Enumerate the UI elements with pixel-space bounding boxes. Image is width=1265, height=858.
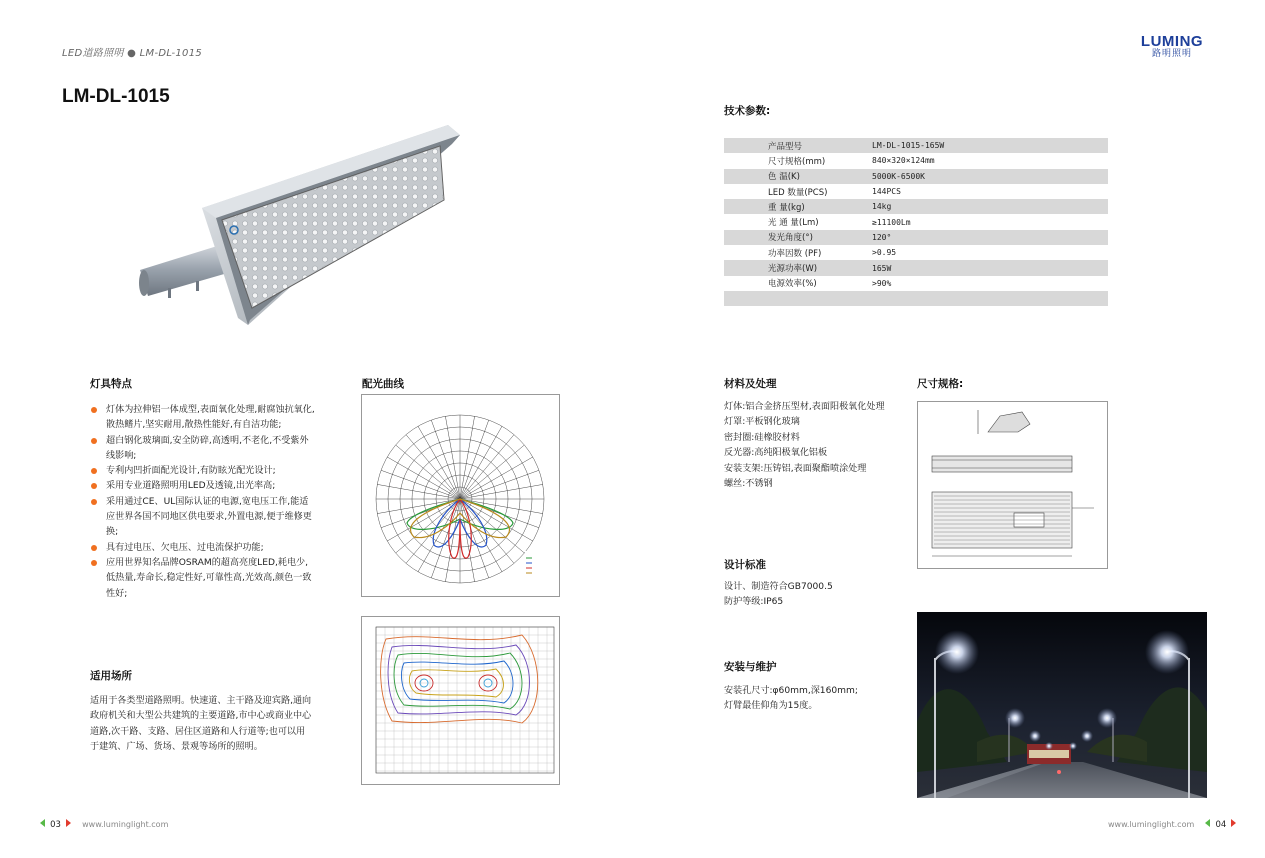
polar-chart-svg xyxy=(362,395,559,596)
prev-page-arrow-icon xyxy=(1205,819,1210,827)
installation-line: 灯臂最佳仰角为15度。 xyxy=(724,701,818,712)
spec-value: LM-DL-1015-165W xyxy=(872,141,945,151)
spec-row xyxy=(724,276,1108,291)
footer-right xyxy=(1108,812,1236,831)
spec-row xyxy=(724,230,1108,245)
spec-label: 光源功率(W) xyxy=(768,264,818,275)
spec-value xyxy=(872,291,1108,306)
specs-table xyxy=(724,138,1108,306)
feature-item: 应用世界知名品牌OSRAM的超高亮度LED,耗电少,低热量,寿命长,稳定性好,可靠性高,光效高,颜色一致性好; xyxy=(90,556,315,602)
materials-line: 灯体:铝合金挤压型材,表面阳极氧化处理 xyxy=(724,402,885,412)
spec-row xyxy=(724,260,1108,275)
spec-label: 尺寸规格(mm) xyxy=(768,156,826,167)
logo-text-en: LUMING xyxy=(1140,33,1204,50)
brand-logo xyxy=(1136,34,1208,59)
spec-value: 14kg xyxy=(872,202,892,212)
page-title: LM-DL-1015 xyxy=(62,86,170,107)
installation-line: 安装孔尺寸:φ60mm,深160mm; xyxy=(724,686,858,696)
application-title: 适用场所 xyxy=(90,670,132,682)
materials-line: 灯罩:平板钢化玻璃 xyxy=(724,417,800,428)
spec-row xyxy=(724,199,1108,214)
spec-value: ≥11100Lm xyxy=(872,217,911,227)
feature-item: 采用通过CE、UL国际认证的电源,宽电压工作,能适应世界各国不同地区供电要求,外置电源,便于维修更换; xyxy=(90,495,315,541)
spec-row xyxy=(724,138,1108,153)
dimension-drawing xyxy=(917,401,1108,569)
dimension-drawing-svg xyxy=(918,402,1107,568)
spec-label: LED 数量(PCS) xyxy=(768,187,828,198)
next-page-arrow-icon xyxy=(1231,819,1236,827)
spec-label: 重 量(kg) xyxy=(768,202,805,213)
page-number-right: 04 xyxy=(1215,820,1227,830)
distribution-title: 配光曲线 xyxy=(362,378,404,390)
spec-label: 功率因数 (PF) xyxy=(768,248,822,259)
standards-title: 设计标准 xyxy=(724,559,766,571)
spec-value: >0.95 xyxy=(872,248,897,258)
spec-label: 电源效率(%) xyxy=(768,279,817,290)
breadcrumb: LED道路照明 ● LM-DL-1015 xyxy=(62,48,203,59)
materials-line: 密封圈:硅橡胶材料 xyxy=(724,432,800,443)
feature-item: 超白钢化玻璃面,安全防碎,高透明,不老化,不受紫外线影响; xyxy=(90,434,315,465)
spec-value: 840×320×124mm xyxy=(872,156,935,166)
spec-row xyxy=(724,245,1108,260)
spec-value: 120° xyxy=(872,232,892,242)
feature-item: 专利内凹折面配光设计,有防眩光配光设计; xyxy=(90,464,315,479)
spec-label: 产品型号 xyxy=(768,141,803,152)
materials-line: 安装支架:压铸铝,表面聚酯喷涂处理 xyxy=(724,463,867,474)
logo-text-cn: 路明照明 xyxy=(1151,49,1192,59)
spec-label: 发光角度(°) xyxy=(768,233,813,244)
installation-text xyxy=(724,684,904,715)
isolux-chart-svg xyxy=(362,617,559,784)
polar-distribution-chart xyxy=(361,394,560,597)
spec-value: 5000K-6500K xyxy=(872,171,925,181)
spec-row xyxy=(724,153,1108,168)
spec-label: 色 温(K) xyxy=(768,172,800,183)
spec-value: >90% xyxy=(872,278,892,288)
spec-value: 144PCS xyxy=(872,187,901,197)
materials-title: 材料及处理 xyxy=(724,378,777,390)
feature-item: 采用专业道路照明用LED及透镜,出光率高; xyxy=(90,479,315,494)
features-title: 灯具特点 xyxy=(90,378,132,390)
features-list xyxy=(90,403,315,602)
next-page-arrow-icon xyxy=(66,819,71,827)
website-right: www.luminglight.com xyxy=(1108,820,1195,829)
spec-row xyxy=(724,214,1108,229)
spec-row xyxy=(724,291,1108,306)
materials-line: 反光器:高纯阳极氧化铝板 xyxy=(724,448,828,459)
materials-text xyxy=(724,400,888,492)
website-left: www.luminglight.com xyxy=(82,820,169,829)
spec-label: 光 通 量(Lm) xyxy=(768,218,819,229)
standards-text xyxy=(724,580,894,611)
night-road-photo xyxy=(917,612,1207,798)
isolux-chart xyxy=(361,616,560,785)
prev-page-arrow-icon xyxy=(40,819,45,827)
footer-left xyxy=(40,812,168,831)
materials-line: 螺丝:不锈钢 xyxy=(724,479,773,490)
spec-row xyxy=(724,184,1108,199)
spec-row xyxy=(724,169,1108,184)
dimensions-title: 尺寸规格: xyxy=(917,378,964,390)
feature-item: 具有过电压、欠电压、过电流保护功能; xyxy=(90,541,315,556)
street-light-product-image xyxy=(130,120,470,330)
application-text: 适用于各类型道路照明。快速道、主干路及迎宾路,通向政府机关和大型公共建筑的主要道路,市中心或商业中心道路,次干路、支路、居住区道路和人行道等;也可以用于建筑、广场、货场、景观等场所的照明。 xyxy=(90,696,312,753)
page-number-left: 03 xyxy=(50,820,61,830)
feature-item: 灯体为拉伸铝一体成型,表面氧化处理,耐腐蚀抗氧化,散热鳍片,坚实耐用,散热性能好,有自洁功能; xyxy=(90,403,315,434)
standards-line: 设计、制造符合GB7000.5 xyxy=(724,582,833,592)
spec-value: 165W xyxy=(872,263,892,273)
standards-line: 防护等级:IP65 xyxy=(724,597,784,608)
spec-label xyxy=(724,291,872,306)
specs-title: 技术参数: xyxy=(724,105,771,117)
installation-title: 安装与维护 xyxy=(724,661,777,673)
